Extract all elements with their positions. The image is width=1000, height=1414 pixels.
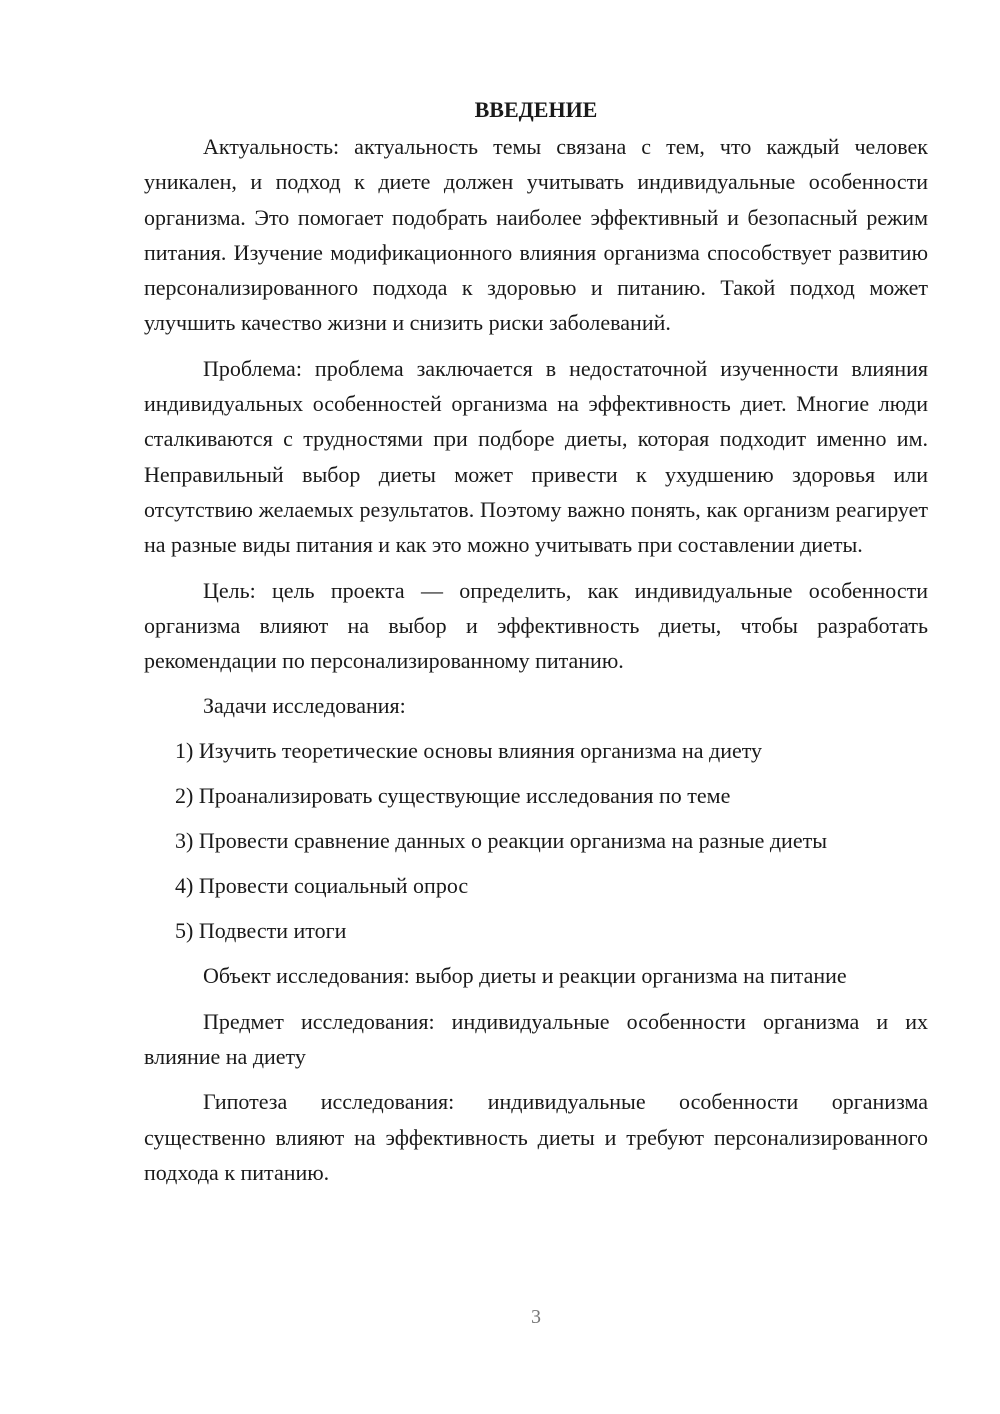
relevance-paragraph: Актуальность: актуальность темы связана с тем, что каждый человек уникален, и подход к диете должен учитывать индивидуальные особенности организма. Это помогает подобрать наиболее эффективный и безопасный режим питания. Изучение модификационного влияния организма способствует развитию персонализированного подхода к здоровью и питанию. Такой подход может улучшить качество жизни и снизить риски заболеваний. [144, 134, 928, 336]
list-item: 5) Подвести итоги [175, 918, 347, 944]
list-item: 1) Изучить теоретические основы влияния организма на диету [175, 738, 763, 764]
list-item: 3) Провести сравнение данных о реакции организма на разные диеты [175, 828, 827, 854]
page-number: 3 [531, 1306, 541, 1328]
goal-paragraph: Цель: цель проекта — определить, как индивидуальные особенности организма влияют на выбор и эффективность диеты, чтобы разработать рекомендации по персонализированному питанию. [144, 577, 928, 674]
list-item: 2) Проанализировать существующие исследования по теме [175, 783, 731, 809]
problem-paragraph: Проблема: проблема заключается в недостаточной изученности влияния индивидуальных особенностей организма на эффективность диет. Многие люди сталкиваются с трудностями при подборе диеты, которая подходит именно им. Неправильный выбор диеты может привести к ухудшению здоровья или отсутствию желаемых результатов. Поэтому важно понять, как организм реагирует на разные виды питания и как это можно учитывать при составлении диеты. [144, 355, 928, 558]
page-title: ВВЕДЕНИЕ [474, 97, 598, 122]
subject-paragraph: Предмет исследования: индивидуальные особенности организма и их влияние на диету [144, 1008, 928, 1070]
tasks-heading: Задачи исследования: [203, 693, 406, 719]
tasks-list [144, 733, 928, 948]
document-page [144, 92, 928, 1190]
hypothesis-paragraph: Гипотеза исследования: индивидуальные особенности организма существенно влияют на эффективность диеты и требуют персонализированного подхода к питанию. [144, 1089, 928, 1185]
list-item: 4) Провести социальный опрос [175, 873, 469, 899]
object-paragraph: Объект исследования: выбор диеты и реакции организма на питание [203, 963, 847, 989]
